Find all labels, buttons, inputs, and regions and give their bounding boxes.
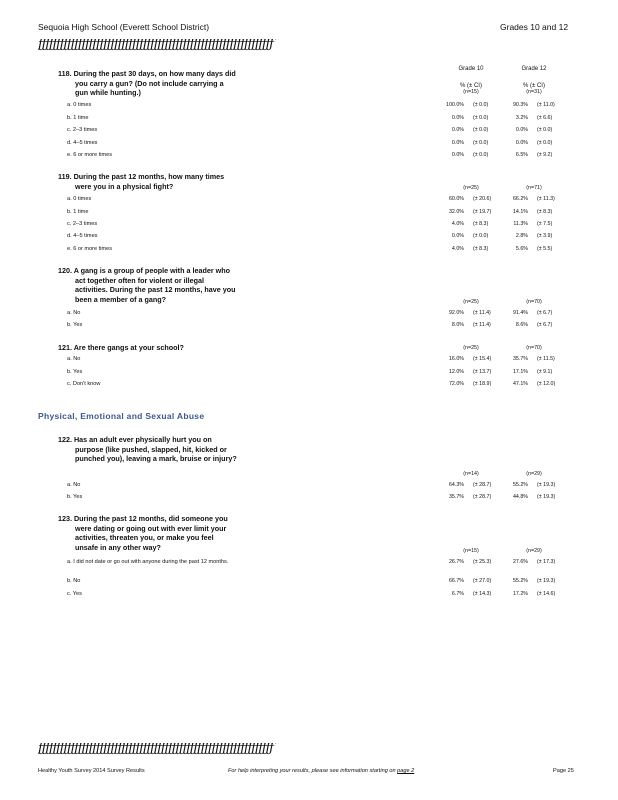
question-line: 121. Are there gangs at your school? (58, 343, 184, 352)
grade12-ci: (± 17.3) (537, 559, 556, 565)
question-line: 123. During the past 12 months, did someone you (58, 514, 228, 523)
grade12-ci: (± 19.3) (537, 482, 556, 488)
answer-option: b. Yes (67, 322, 83, 328)
grade12-percent: 8.6% (515, 322, 528, 328)
answer-option: d. 4–5 times (67, 140, 98, 146)
grade10-ci: (± 14.3) (473, 591, 492, 597)
grade12-percent: 0.0% (515, 140, 528, 146)
grade12-header: Grade 12 (521, 66, 547, 72)
question-line: you carry a gun? (Do not include carrying a (75, 78, 224, 88)
question-text (58, 514, 228, 552)
grade10-ci: (± 0.0) (473, 140, 489, 146)
grade12-ci: (± 8.3) (537, 209, 553, 215)
grade10-percent: 0.0% (451, 233, 464, 239)
grade12-sample-size: (n=71) (526, 185, 542, 191)
grade12-percent: 35.7% (512, 356, 528, 362)
grade10-header: Grade 10 (458, 66, 484, 72)
grade12-ci: (± 11.0) (537, 102, 555, 108)
grade10-ci: (± 13.7) (473, 369, 492, 375)
grade12-ci: (± 9.2) (537, 152, 553, 158)
grade12-percent: 17.2% (512, 591, 528, 597)
grade12-ci: (± 11.5) (537, 356, 555, 362)
answer-option: b. 1 time (67, 209, 89, 215)
grade12-ci: (± 12.0) (537, 381, 556, 387)
footer-help-sentence: For help interpreting your results, please see information starting on (228, 768, 396, 774)
grade12-ci: (± 0.0) (537, 127, 553, 133)
grade12-percent: 91.4% (512, 310, 528, 316)
grade12-pct-ci-header: % (± CI) (523, 83, 545, 89)
grade10-ci: (± 8.3) (473, 246, 489, 252)
grade12-ci: (± 6.7) (537, 310, 553, 316)
grade12-percent: 2.8% (515, 233, 528, 239)
grade10-pct-ci-header: % (± CI) (460, 83, 482, 89)
grade10-percent: 60.0% (448, 196, 464, 202)
grade10-percent: 8.0% (451, 322, 464, 328)
grade12-ci: (± 6.7) (537, 322, 553, 328)
question-text (58, 172, 224, 191)
school-name: Sequoia High School (Everett School District) (38, 22, 210, 32)
grade12-percent: 0.0% (515, 127, 528, 133)
answer-option: e. 6 or more times (67, 246, 113, 252)
question-line: 122. Has an adult ever physically hurt you on (58, 435, 212, 444)
grade10-percent: 32.0% (448, 209, 464, 215)
grade10-percent: 0.0% (451, 115, 464, 121)
grade10-percent: 0.0% (451, 152, 464, 158)
grade10-percent: 12.0% (448, 369, 464, 375)
grade12-percent: 66.2% (512, 196, 528, 202)
grade12-percent: 47.1% (512, 381, 528, 387)
grade10-ci: (± 27.0) (473, 578, 492, 584)
grade12-ci: (± 0.0) (537, 140, 553, 146)
answer-option: a. No (67, 482, 81, 488)
answer-option: c. Yes (67, 591, 82, 597)
grade12-ci: (± 6.6) (537, 115, 553, 121)
answer-option: d. 4–5 times (67, 233, 98, 239)
grade10-percent: 4.0% (451, 246, 464, 252)
grade12-percent: 90.3% (512, 102, 528, 108)
grade10-ci: (± 28.7) (473, 482, 492, 488)
question-line: 118. During the past 30 days, on how many days did (58, 69, 236, 78)
footer-page-number: Page 25 (553, 768, 574, 774)
grade10-ci: (± 19.7) (473, 209, 492, 215)
grade10-sample-size: (n=25) (463, 345, 479, 351)
grade10-ci: (± 0.0) (473, 127, 489, 133)
answer-option: b. Yes (67, 494, 83, 500)
grade10-ci: (± 11.4) (473, 310, 491, 316)
grade10-percent: 66.7% (448, 578, 464, 584)
question-line: 120. A gang is a group of people with a leader who (58, 266, 230, 275)
grade10-ci: (± 25.3) (473, 559, 492, 565)
grade10-ci: (± 15.4) (473, 356, 492, 362)
answer-option: e. 6 or more times (67, 152, 113, 158)
answer-option: c. 2–3 times (67, 221, 98, 227)
answer-option: c. Don't know (67, 381, 101, 387)
grade10-percent: 26.7% (448, 559, 464, 565)
grade12-ci: (± 5.5) (537, 246, 553, 252)
grade10-sample-size: (n=15) (463, 89, 479, 95)
answer-option: a. I did not date or go out with anyone during the past 12 months. (67, 559, 229, 565)
answer-option: b. 1 time (67, 115, 89, 121)
answer-option: a. No (67, 356, 81, 362)
question-line: were dating or going out with ever limit your (75, 523, 227, 533)
question-line: punched you), leaving a mark, bruise or injury? (75, 454, 237, 464)
question-line: purpose (like pushed, slapped, hit, kicked or (75, 444, 227, 454)
grade10-ci: (± 0.0) (473, 115, 489, 121)
grade10-sample-size: (n=14) (463, 471, 479, 477)
grade10-percent: 0.0% (451, 127, 464, 133)
question-line: activities, threaten you, or make you feel (75, 533, 214, 543)
grade12-percent: 44.8% (512, 494, 528, 500)
answer-option: c. 2–3 times (67, 127, 98, 133)
question-line: gun while hunting.) (75, 88, 141, 98)
grade10-sample-size: (n=25) (463, 299, 479, 305)
question-text (58, 435, 237, 464)
question-line: unsafe in any other way? (75, 542, 161, 552)
question-line: were you in a physical fight? (75, 181, 174, 191)
question-text (58, 343, 184, 353)
grade10-percent: 72.0% (448, 381, 464, 387)
grade10-percent: 6.7% (451, 591, 464, 597)
answer-option: b. Yes (67, 369, 83, 375)
question-line: been a member of a gang? (75, 294, 167, 304)
grade12-ci: (± 7.5) (537, 221, 553, 227)
grade10-ci: (± 0.0) (473, 233, 489, 239)
grade12-ci: (± 19.3) (537, 494, 556, 500)
question-text (58, 69, 236, 98)
grade10-ci: (± 11.4) (473, 322, 491, 328)
grade12-ci: (± 9.1) (537, 369, 553, 375)
grade12-percent: 55.2% (512, 482, 528, 488)
grade10-percent: 35.7% (448, 494, 464, 500)
grade12-percent: 6.5% (515, 152, 528, 158)
grade10-ci: (± 0.0) (473, 152, 489, 158)
grade10-ci: (± 8.3) (473, 221, 489, 227)
grades-label: Grades 10 and 12 (500, 22, 569, 32)
grade12-ci: (± 3.9) (537, 233, 553, 239)
header-rule: ƒƒƒƒƒƒƒƒƒƒƒƒƒƒƒƒƒƒƒƒƒƒƒƒƒƒƒƒƒƒƒƒƒƒƒƒƒƒƒƒƒƒƒƒƒƒƒƒƒƒƒƒƒƒƒƒƒƒƒƒƒƒƒƒƒ (38, 39, 273, 51)
grade10-percent: 64.3% (448, 482, 464, 488)
grade12-percent: 14.1% (512, 209, 528, 215)
grade10-percent: 4.0% (451, 221, 464, 227)
grade12-percent: 5.6% (515, 246, 528, 252)
section-title: Physical, Emotional and Sexual Abuse (38, 411, 205, 421)
grade12-ci: (± 19.3) (537, 578, 556, 584)
grade10-percent: 100.0% (446, 102, 464, 108)
footer-rule: ƒƒƒƒƒƒƒƒƒƒƒƒƒƒƒƒƒƒƒƒƒƒƒƒƒƒƒƒƒƒƒƒƒƒƒƒƒƒƒƒƒƒƒƒƒƒƒƒƒƒƒƒƒƒƒƒƒƒƒƒƒƒƒƒƒ (38, 743, 273, 755)
grade10-ci: (± 28.7) (473, 494, 492, 500)
footer-page-link[interactable]: page 2 (397, 768, 415, 774)
answer-option: b. No (67, 578, 81, 584)
grade12-sample-size: (n=70) (526, 299, 542, 305)
grade12-ci: (± 14.6) (537, 591, 556, 597)
footer-survey-title: Healthy Youth Survey 2014 Survey Results (38, 768, 145, 774)
question-line: 119. During the past 12 months, how many times (58, 172, 225, 181)
grade10-percent: 16.0% (448, 356, 464, 362)
grade12-percent: 55.2% (512, 578, 528, 584)
answer-option: a. 0 times (67, 102, 92, 108)
grade12-percent: 11.3% (513, 221, 528, 227)
grade10-ci: (± 0.0) (473, 102, 489, 108)
grade12-percent: 3.2% (515, 115, 528, 121)
grade12-ci: (± 11.3) (537, 196, 555, 202)
question-text (58, 266, 236, 304)
question-line: act together often for violent or illegal (75, 275, 204, 285)
grade12-percent: 27.6% (512, 559, 528, 565)
footer-help-text (228, 768, 414, 774)
grade12-percent: 17.1% (512, 369, 528, 375)
grade12-sample-size: (n=70) (526, 345, 542, 351)
grade10-ci: (± 20.6) (473, 196, 492, 202)
answer-option: a. 0 times (67, 196, 92, 202)
grade10-percent: 0.0% (451, 140, 464, 146)
grade12-sample-size: (n=29) (526, 548, 542, 554)
grade10-sample-size: (n=25) (463, 185, 479, 191)
grade10-sample-size: (n=15) (463, 548, 479, 554)
grade12-sample-size: (n=31) (526, 89, 542, 95)
grade10-ci: (± 18.9) (473, 381, 492, 387)
grade10-percent: 92.0% (448, 310, 464, 316)
answer-option: a. No (67, 310, 81, 316)
question-line: activities. During the past 12 months, have you (75, 285, 236, 295)
grade12-sample-size: (n=29) (526, 471, 542, 477)
